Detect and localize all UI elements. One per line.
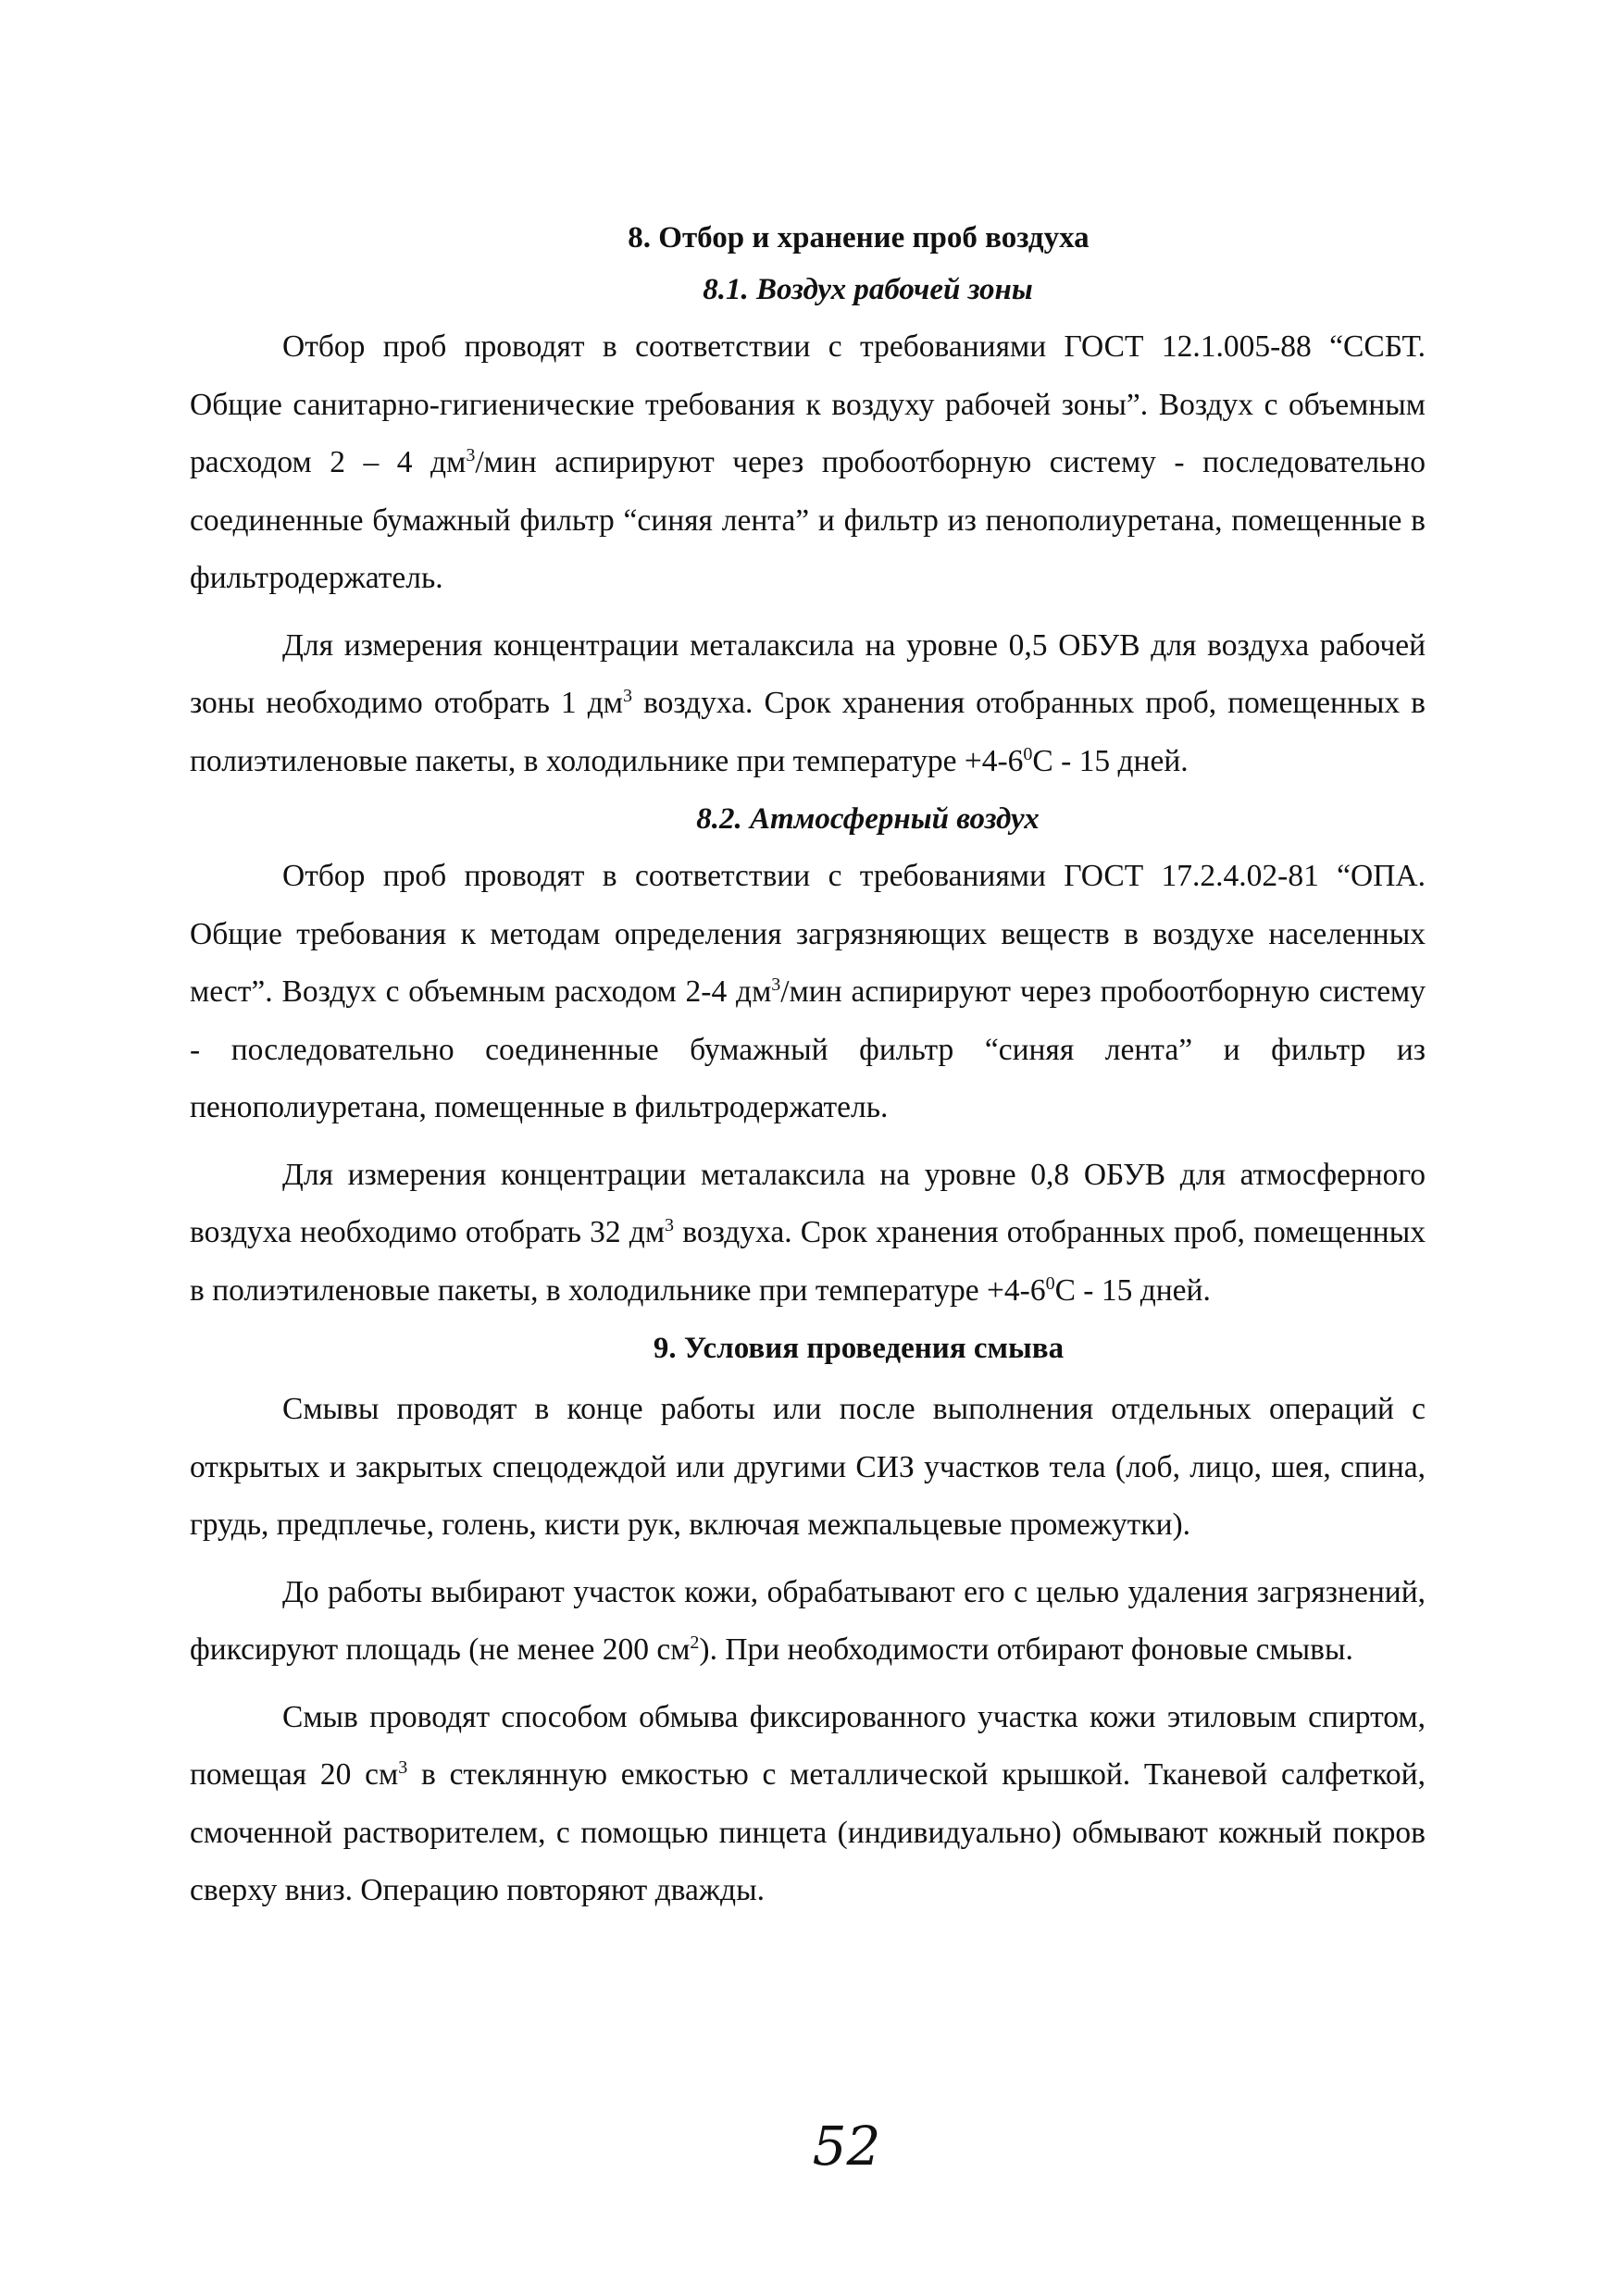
text-run: Отбор проб проводят в соответствии с требованиями ГОСТ 17.2.4.02-81 “ОПА. Общие требования к методам определения загрязняющих веществ в воздухе населенных мест”. Воздух с объемным расходом 2-4 дм [190,859,1426,1009]
text-run: Для измерения концентрации металаксила на уровне 0,8 ОБУВ для атмосферного воздуха необходимо отобрать 32 дм [190,1157,1426,1249]
section-8-heading: 8. Отбор и хранение проб воздуха [628,221,1090,254]
paragraph-8-1-storage [190,617,1426,791]
superscript: 2 [690,1632,700,1653]
subsection-8-2-heading: 8.2. Атмосферный воздух [696,802,1040,836]
superscript: 0 [1045,1272,1055,1294]
text-run: До работы выбирают участок кожи, обрабатывают его с целью удаления загрязнений, фиксируют площадь (не менее 200 см [190,1574,1426,1667]
text-run: воздуха. Срок хранения отобранных проб, помещенных в полиэтиленовые пакеты, в холодильнике при температуре +4-6 [190,686,1426,778]
text-run: ). При необходимости отбирают фоновые смывы. [699,1632,1353,1667]
paragraph-8-1-sampling [190,318,1426,608]
page-content [190,218,1426,1930]
text-run: Отбор проб проводят в соответствии с требованиями ГОСТ 12.1.005-88 “ССБТ. Общие санитарно-гигиенические требования к воздуху рабочей зоны”. Воздух с объемным расходом 2 – 4 дм [190,329,1426,479]
paragraph-9-procedure [190,1689,1426,1920]
paragraph-9-preparation [190,1564,1426,1680]
text-run: С - 15 дней. [1032,743,1189,778]
superscript: 3 [398,1756,408,1778]
text-run: воздуха. Срок хранения отобранных проб, помещенных в полиэтиленовые пакеты, в холодильнике при температуре +4-6 [190,1215,1426,1308]
page-number: 52 [812,2115,881,2178]
text-run: Для измерения концентрации металаксила на уровне 0,5 ОБУВ для воздуха рабочей зоны необходимо отобрать 1 дм [190,627,1426,720]
text-run: Смыв проводят способом обмыва фиксированного участка кожи этиловым спиртом, помещая 20 см [190,1699,1426,1792]
paragraph-8-2-storage [190,1147,1426,1321]
superscript: 3 [665,1214,675,1235]
superscript: 3 [466,444,476,465]
section-9-heading: 9. Условия проведения смыва [653,1332,1065,1365]
text-run: С - 15 дней. [1054,1272,1211,1308]
text-run: /мин аспирируют через пробоотборную систему - последовательно соединенные бумажный фильтр “синяя лента” и фильтр из пенополиуретана, помещенные в фильтродержатель. [190,445,1426,595]
paragraph-9-body-areas: Смывы проводят в конце работы или после выполнения отдельных операций с открытых и закрытых спецодеждой или другими СИЗ участков тела (лоб, лицо, шея, спина, грудь, предплечье, голень, кисти рук, включая межпальцевые промежутки). [190,1392,1426,1542]
paragraph-8-2-sampling [190,848,1426,1137]
superscript: 0 [1023,743,1033,764]
superscript: 3 [771,974,781,995]
text-run: в стеклянную емкостью с металлической крышкой. Тканевой салфеткой, смоченной растворителем, с помощью пинцета (индивидуально) обмывают кожный покров сверху вниз. Операцию повторяют дважды. [190,1757,1426,1907]
superscript: 3 [623,685,632,706]
text-run: /мин аспирируют через пробоотборную систему - последовательно соединенные бумажный фильтр “синяя лента” и фильтр из пенополиуретана, помещенные в фильтродержатель. [190,974,1426,1124]
subsection-8-1-heading: 8.1. Воздух рабочей зоны [703,273,1033,306]
